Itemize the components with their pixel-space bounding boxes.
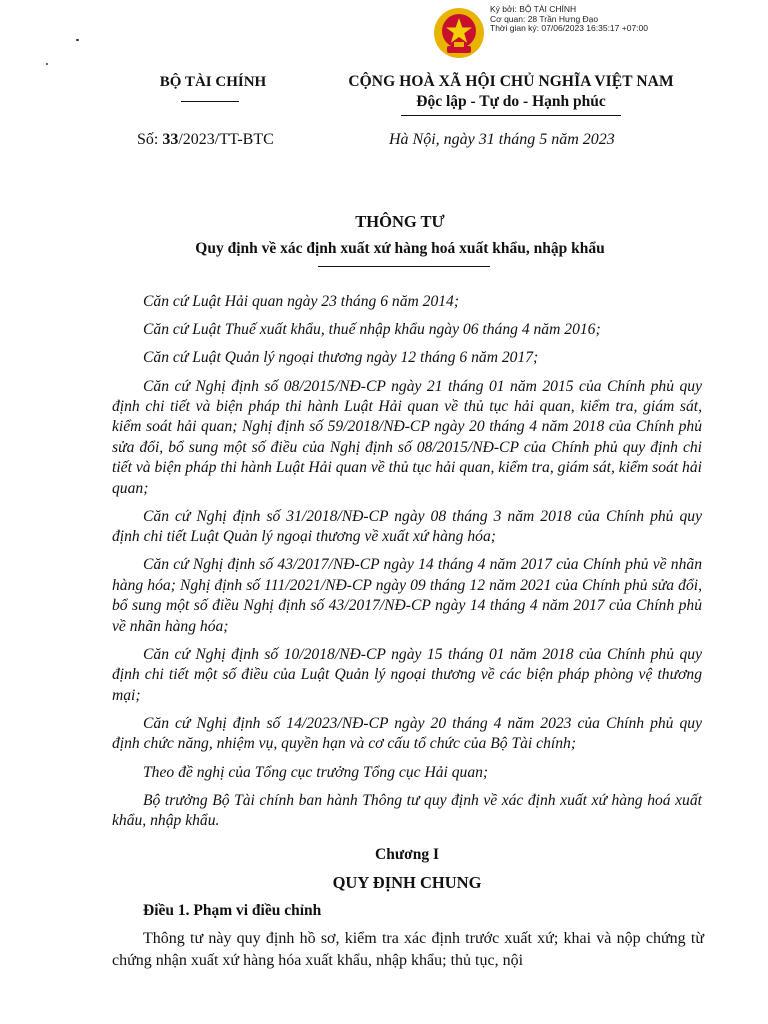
preamble-paragraph: Căn cứ Nghị định số 43/2017/NĐ-CP ngày 14 tháng 4 năm 2017 của Chính phủ về nhãn hàng hóa; Nghị định số 111/2021/NĐ-CP ngày 09 tháng 12 năm 2021 của Chính phủ sửa đổi, bổ sung một số điều Nghị định số 43/2017/NĐ-CP ngày 14 tháng 4 năm 2017 của Chính phủ về nhãn hàng hóa; (112, 556, 702, 635)
signature-signed-by: Ký bởi: BỘ TÀI CHÍNH (490, 4, 577, 14)
chapter-title: QUY ĐỊNH CHUNG (332, 873, 482, 892)
document-type: THÔNG TƯ (355, 212, 445, 231)
place-and-date: Hà Nội, ngày 31 tháng 5 năm 2023 (389, 131, 615, 148)
nation-name: CỘNG HOÀ XÃ HỘI CHỦ NGHĨA VIỆT NAM (348, 73, 674, 90)
chapter-number: Chương I (375, 846, 439, 863)
preamble-paragraph: Theo đề nghị của Tổng cục trưởng Tổng cục Hải quan; (143, 763, 489, 781)
preamble-paragraph: Căn cứ Nghị định số 31/2018/NĐ-CP ngày 08 tháng 3 năm 2018 của Chính phủ quy định chi tiết Luật Quản lý ngoại thương về xuất xứ hàng hóa; (112, 507, 702, 546)
article-body: Thông tư này quy định hồ sơ, kiểm tra xác định trước xuất xứ; khai và nộp chứng từ chứng nhận xuất xứ hàng hóa xuất khẩu, nhập khẩu; thủ tục, nội (112, 930, 704, 969)
doc-number-suffix: /2023/TT-BTC (178, 131, 274, 148)
ministry-underline (181, 101, 239, 102)
digital-signature-block (490, 5, 648, 34)
signature-agency: Cơ quan: 28 Trần Hưng Đạo (490, 13, 599, 24)
preamble-paragraph: Căn cứ Nghị định số 14/2023/NĐ-CP ngày 20 tháng 4 năm 2023 của Chính phủ quy định chức năng, nhiệm vụ, quyền hạn và cơ cấu tổ chức của Bộ Tài chính; (112, 714, 702, 753)
preamble-paragraph: Căn cứ Luật Quản lý ngoại thương ngày 12 tháng 6 năm 2017; (143, 349, 539, 367)
motto-underline (401, 115, 621, 116)
subject-underline (318, 266, 490, 267)
preamble-paragraph: Căn cứ Nghị định số 10/2018/NĐ-CP ngày 15 tháng 01 năm 2018 của Chính phủ quy định chi tiết một số điều của Luật Quản lý ngoại thương về các biện pháp phòng vệ thương mại; (112, 645, 702, 704)
scan-speck (46, 63, 48, 65)
document-subject: Quy định về xác định xuất xứ hàng hoá xuất khẩu, nhập khẩu (195, 240, 605, 257)
signature-time: Thời gian ký: 07/06/2023 16:35:17 +07:00 (490, 23, 648, 33)
ministry-name: BỘ TÀI CHÍNH (159, 74, 267, 90)
scan-speck (76, 39, 79, 41)
preamble-paragraph: Bộ trưởng Bộ Tài chính ban hành Thông tư quy định về xác định xuất xứ hàng hoá xuất khẩu, nhập khẩu. (112, 791, 702, 830)
preamble (112, 292, 702, 839)
preamble-paragraph: Căn cứ Luật Thuế xuất khẩu, thuế nhập khẩu ngày 06 tháng 4 năm 2016; (143, 321, 601, 339)
national-emblem-icon (432, 6, 486, 60)
doc-number-bold: 33 (162, 131, 179, 148)
article-heading: Điều 1. Phạm vi điều chỉnh (143, 902, 322, 919)
document-number (137, 131, 274, 149)
preamble-paragraph: Căn cứ Luật Hải quan ngày 23 tháng 6 năm 2014; (143, 293, 460, 310)
national-motto: Độc lập - Tự do - Hạnh phúc (416, 93, 606, 110)
preamble-paragraph: Căn cứ Nghị định số 08/2015/NĐ-CP ngày 21 tháng 01 năm 2015 của Chính phủ quy định chi tiết và biện pháp thi hành Luật Hải quan về thủ tục hải quan, kiểm tra, giám sát, kiểm soát hải quan; Nghị định số 59/2018/NĐ-CP ngày 20 tháng 4 năm 2018 của Chính phủ sửa đổi, bổ sung một số điều của Nghị định số 08/2015/NĐ-CP của Chính phủ quy định chi tiết và biện pháp thi hành Luật Hải quan về thủ tục hải quan, kiểm tra, giám sát, kiểm soát hải quan; (112, 377, 702, 497)
doc-number-prefix: Số: (137, 131, 163, 148)
